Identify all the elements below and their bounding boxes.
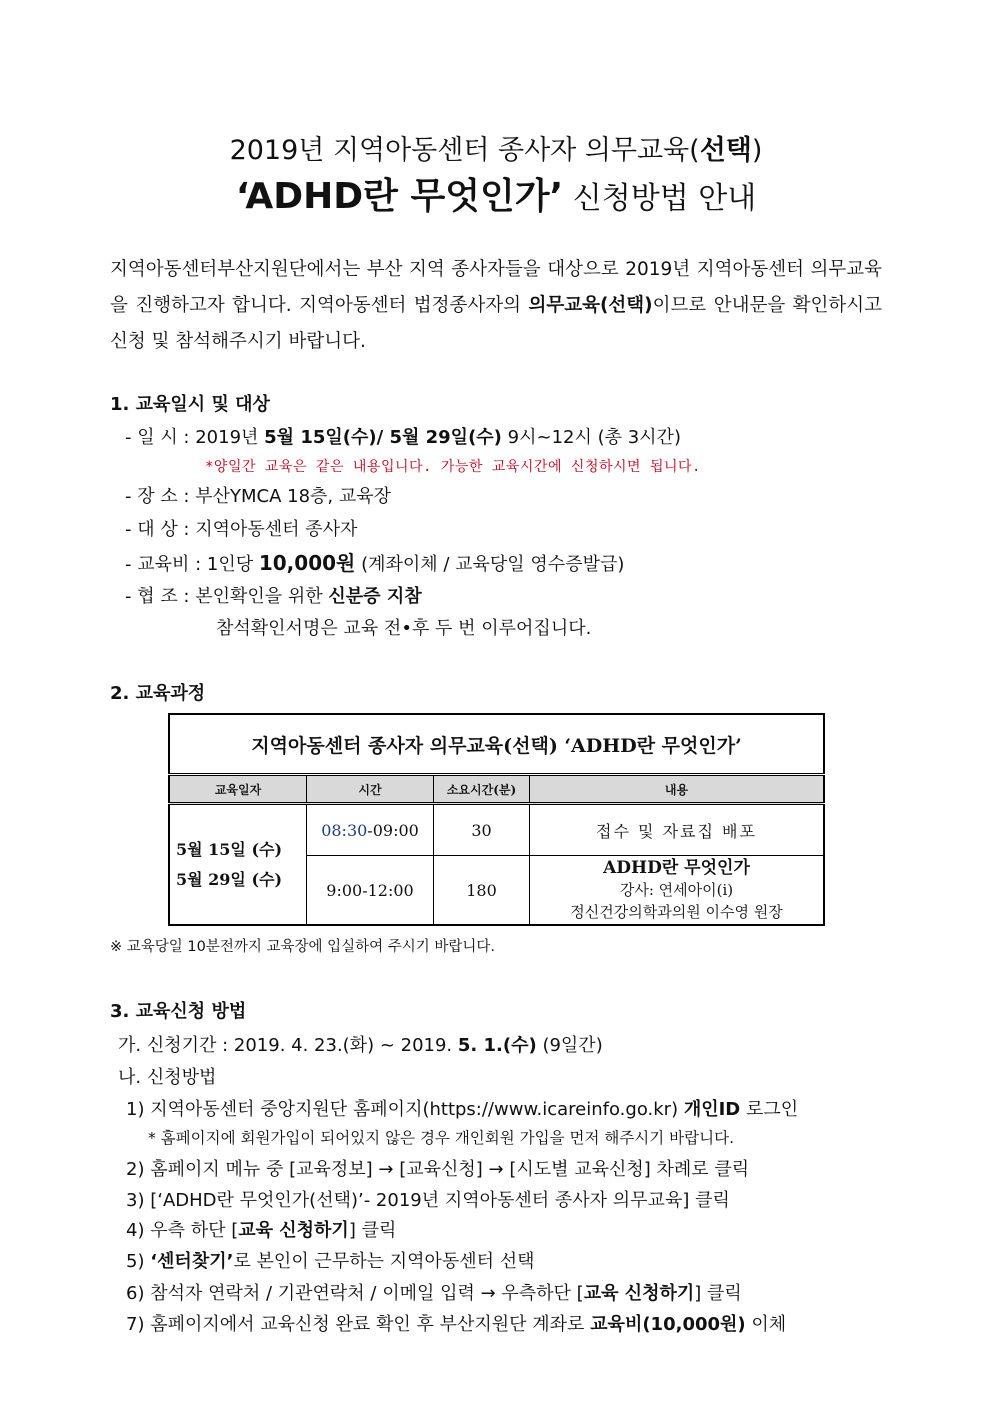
- title-line-2: [0, 168, 992, 219]
- step-3: 3) [‘ADHD란 무엇인가(선택)’- 2019년 지역아동센터 종사자 의무교육] 클릭: [126, 1190, 730, 1211]
- title-line-1: [0, 128, 992, 167]
- table-title: 지역아동센터 종사자 의무교육(선택) ‘ADHD란 무엇인가’: [169, 714, 824, 775]
- date-days: 5월 15일(수)/ 5월 29일(수): [264, 427, 502, 448]
- section-1-heading: 1. 교육일시 및 대상: [110, 394, 270, 415]
- header-date: 교육일자: [169, 775, 307, 804]
- section-3-heading: 3. 교육신청 방법: [110, 1001, 247, 1022]
- coop-bold: 신분증 지참: [328, 586, 422, 607]
- title-bold: 선택: [699, 135, 752, 166]
- date-line-1: 5월 15일 (수): [176, 839, 283, 859]
- minutes-cell: 30: [434, 804, 530, 856]
- period-end: 5. 1.(수): [457, 1035, 537, 1056]
- header-time: 시간: [307, 775, 434, 804]
- fee-note: (계좌이체 / 교육당일 영수증발급): [355, 554, 625, 575]
- title-text: 2019년 지역아동센터 종사자 의무교육(: [229, 135, 700, 166]
- step-7: [126, 1310, 786, 1336]
- date-label: - 일 시 :: [125, 427, 196, 448]
- title-main: ‘ADHD란 무엇인가’: [235, 176, 564, 217]
- title-text-end: ): [751, 135, 763, 166]
- intro-bold: 의무교육(선택): [528, 295, 653, 316]
- step-5-text: 로 본인이 근무하는 지역아동센터 선택: [233, 1251, 535, 1272]
- step-6-text: 6) 참석자 연락처 / 기관연락처 / 이메일 입력 → 우측하단 [: [126, 1283, 584, 1304]
- date-year: 2019년: [195, 427, 265, 448]
- step-4: [126, 1216, 396, 1242]
- step-6-bold: 교육 신청하기: [583, 1283, 695, 1304]
- intro-paragraph: [110, 252, 882, 360]
- coop-line: [125, 582, 422, 608]
- step-1-bold: 개인ID: [683, 1099, 741, 1120]
- step-1-note: * 홈페이지에 회원가입이 되어있지 않은 경우 개인회원 가입을 먼저 해주시기 바랍니다.: [148, 1129, 735, 1147]
- step-1: [126, 1095, 798, 1121]
- time-start: 08:30: [321, 820, 368, 840]
- fee-label: - 교육비 : 1인당: [125, 554, 259, 575]
- time-cell: [307, 804, 434, 856]
- intro-text-end: 이므로 안내문을 확인하시고 신청 및 참석해주시기 바랍니다.: [110, 295, 883, 352]
- time-cell: 9:00-12:00: [307, 856, 434, 926]
- step-6: [126, 1279, 742, 1305]
- table-header-row: [169, 775, 824, 804]
- content-cell: [530, 856, 825, 926]
- date-time: 9시~12시 (총 3시간): [501, 427, 681, 448]
- place-line: - 장 소 : 부산YMCA 18층, 교육장: [125, 486, 392, 507]
- minutes-cell: 180: [434, 856, 530, 926]
- apply-period: [118, 1031, 603, 1057]
- content-cell: 접수 및 자료집 배포: [530, 804, 825, 856]
- step-4-bold: 교육 신청하기: [238, 1220, 349, 1241]
- step-7-bold: 교육비(10,000원): [590, 1314, 746, 1335]
- period-text: 가. 신청기간 : 2019. 4. 23.(화) ~ 2019.: [118, 1035, 458, 1056]
- step-6-end: ] 클릭: [694, 1283, 742, 1304]
- step-1-end: 로그인: [740, 1099, 799, 1120]
- table-row: [169, 804, 824, 856]
- step-7-text: 7) 홈페이지에서 교육신청 완료 확인 후 부산지원단 계좌로: [126, 1314, 591, 1335]
- coop-note: 참석확인서명은 교육 전•후 두 번 이루어집니다.: [216, 618, 592, 639]
- step-1-text: 1) 지역아동센터 중앙지원단 홈페이지(https://www.icareinfo.go.kr): [126, 1099, 684, 1120]
- fee-line: [125, 547, 624, 576]
- topic-title: ADHD란 무엇인가: [603, 858, 750, 878]
- title-sub: 신청방법 안내: [563, 181, 757, 216]
- lecturer-affiliation: 정신건강의학과의원 이수영 원장: [570, 903, 783, 921]
- intro-text: 지역아동센터부산지원단에서는 부산 지역 종사자들을 대상으로 2019년 지역아동센터 의무교육을 진행하고자 합니다. 지역아동센터 법정종사자의: [110, 259, 882, 316]
- date-line-2: 5월 29일 (수): [176, 869, 283, 889]
- step-4-text: 4) 우측 하단 [: [126, 1220, 239, 1241]
- fee-amount: 10,000원: [258, 551, 356, 575]
- step-5-bold: ‘센터찾기’: [150, 1251, 234, 1272]
- section-2-heading: 2. 교육과정: [110, 683, 206, 704]
- target-line: - 대 상 : 지역아동센터 종사자: [125, 519, 358, 540]
- step-4-end: ] 클릭: [348, 1220, 397, 1241]
- coop-label: - 협 조 : 본인확인을 위한: [125, 586, 329, 607]
- date-line: [125, 423, 681, 449]
- step-7-end: 이체: [745, 1314, 787, 1335]
- apply-method: 나. 신청방법: [118, 1067, 217, 1088]
- date-note: *양일간 교육은 같은 내용입니다. 가능한 교육시간에 신청하시면 됩니다.: [205, 459, 701, 475]
- step-5-num: 5): [126, 1251, 151, 1272]
- header-minutes: 소요시간(분): [434, 775, 530, 804]
- header-content: 내용: [530, 775, 825, 804]
- time-end: -09:00: [367, 820, 419, 840]
- step-5: [126, 1247, 535, 1273]
- course-table: [168, 713, 825, 926]
- period-days: (9일간): [536, 1035, 603, 1056]
- lecturer: 강사: 연세아이(i): [619, 881, 734, 899]
- date-cell: [169, 804, 307, 926]
- step-2: 2) 홈페이지 메뉴 중 [교육정보] → [교육신청] → [시도별 교육신청] 차례로 클릭: [126, 1159, 750, 1180]
- table-footnote: ※ 교육당일 10분전까지 교육장에 입실하여 주시기 바랍니다.: [110, 939, 496, 955]
